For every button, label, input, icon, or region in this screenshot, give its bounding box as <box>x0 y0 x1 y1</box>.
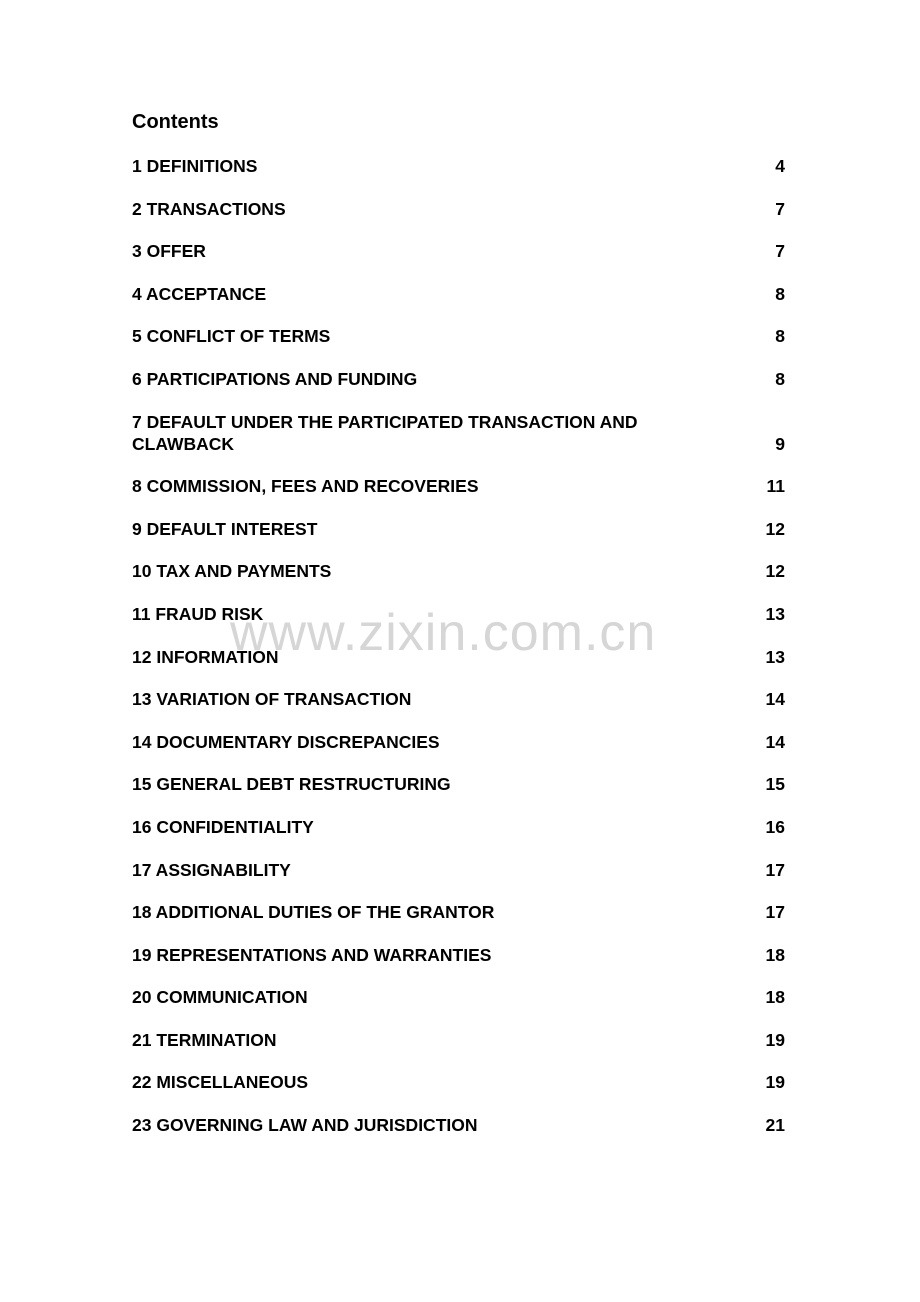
toc-entry[interactable] <box>132 368 785 390</box>
toc-entry-label: 10 TAX AND PAYMENTS <box>132 561 332 582</box>
toc-entry-label: 13 VARIATION OF TRANSACTION <box>132 689 412 710</box>
toc-entry[interactable] <box>132 944 785 966</box>
toc-entry-label: 14 DOCUMENTARY DISCREPANCIES <box>132 731 440 752</box>
toc-title: Contents <box>132 111 219 133</box>
toc-entry-label: 7 DEFAULT UNDER THE PARTICIPATED TRANSACTION AND CLAWBACK <box>132 411 638 454</box>
toc-entry-page: 15 <box>765 774 785 795</box>
toc-entry-page: 12 <box>765 561 785 582</box>
toc-entry-page: 14 <box>765 731 785 752</box>
toc-entry-label: 4 ACCEPTANCE <box>132 283 267 304</box>
toc-entry[interactable] <box>132 901 785 923</box>
toc-entry[interactable] <box>132 816 785 838</box>
toc-entry-label: 1 DEFINITIONS <box>132 156 258 176</box>
toc-entry[interactable] <box>132 560 785 582</box>
toc-entry-label: 8 COMMISSION, FEES AND RECOVERIES <box>132 476 479 497</box>
toc-entry-label: 18 ADDITIONAL DUTIES OF THE GRANTOR <box>132 902 495 923</box>
watermark: www.zixin.com.cn <box>230 604 657 662</box>
toc-entry-label: 21 TERMINATION <box>132 1029 277 1050</box>
toc-entry-page: 7 <box>775 198 785 219</box>
toc-entry[interactable] <box>132 325 785 347</box>
toc-entry-page: 18 <box>765 944 785 965</box>
toc-entry[interactable] <box>132 731 785 753</box>
toc-entry-page: 17 <box>765 859 785 880</box>
toc-entry[interactable] <box>132 773 785 795</box>
toc-entry[interactable] <box>132 1071 785 1093</box>
toc-entry[interactable] <box>132 986 785 1008</box>
toc-entry-label: 5 CONFLICT OF TERMS <box>132 326 331 347</box>
toc-entry[interactable] <box>132 411 785 455</box>
toc-entry-page: 8 <box>775 326 785 347</box>
toc-entry-page: 19 <box>765 1029 785 1050</box>
toc-entry-page: 13 <box>765 603 785 624</box>
toc-entry-label: 3 OFFER <box>132 241 206 262</box>
toc-entry-page: 16 <box>765 816 785 837</box>
toc-entry-label: 23 GOVERNING LAW AND JURISDICTION <box>132 1115 478 1136</box>
toc-list <box>132 155 785 1157</box>
toc-entry-label: 17 ASSIGNABILITY <box>132 859 291 880</box>
toc-entry[interactable] <box>132 859 785 881</box>
toc-entry-page: 9 <box>775 433 785 454</box>
toc-entry[interactable] <box>132 475 785 497</box>
toc-entry-label: 15 GENERAL DEBT RESTRUCTURING <box>132 774 451 795</box>
toc-entry-page: 4 <box>775 156 785 176</box>
toc-entry-page: 7 <box>775 241 785 262</box>
toc-entry-page: 14 <box>765 689 785 710</box>
toc-entry-page: 12 <box>765 518 785 539</box>
toc-entry[interactable] <box>132 646 785 668</box>
toc-entry-page: 17 <box>765 902 785 923</box>
toc-entry[interactable] <box>132 1114 785 1136</box>
toc-entry[interactable] <box>132 1029 785 1051</box>
toc-entry-label: 19 REPRESENTATIONS AND WARRANTIES <box>132 944 492 965</box>
toc-entry[interactable] <box>132 688 785 710</box>
toc-entry[interactable] <box>132 198 785 220</box>
toc-entry[interactable] <box>132 603 785 625</box>
toc-entry[interactable] <box>132 518 785 540</box>
toc-entry-page: 19 <box>765 1072 785 1093</box>
toc-entry-label: 6 PARTICIPATIONS AND FUNDING <box>132 368 418 389</box>
toc-entry-label: 20 COMMUNICATION <box>132 987 308 1008</box>
toc-entry-page: 18 <box>765 987 785 1008</box>
toc-entry[interactable] <box>132 283 785 305</box>
toc-entry-page: 11 <box>766 476 785 497</box>
toc-entry-label: 11 FRAUD RISK <box>132 603 264 624</box>
toc-entry[interactable] <box>132 155 785 177</box>
toc-entry-label: 2 TRANSACTIONS <box>132 198 286 219</box>
toc-entry-page: 13 <box>765 646 785 667</box>
toc-entry-page: 8 <box>775 283 785 304</box>
toc-entry-page: 8 <box>775 368 785 389</box>
toc-entry-label: 12 INFORMATION <box>132 646 279 667</box>
toc-entry[interactable] <box>132 240 785 262</box>
toc-entry-label: 22 MISCELLANEOUS <box>132 1072 308 1093</box>
toc-entry-page: 21 <box>765 1115 785 1136</box>
toc-entry-label: 9 DEFAULT INTEREST <box>132 518 318 539</box>
toc-entry-label: 16 CONFIDENTIALITY <box>132 816 314 837</box>
